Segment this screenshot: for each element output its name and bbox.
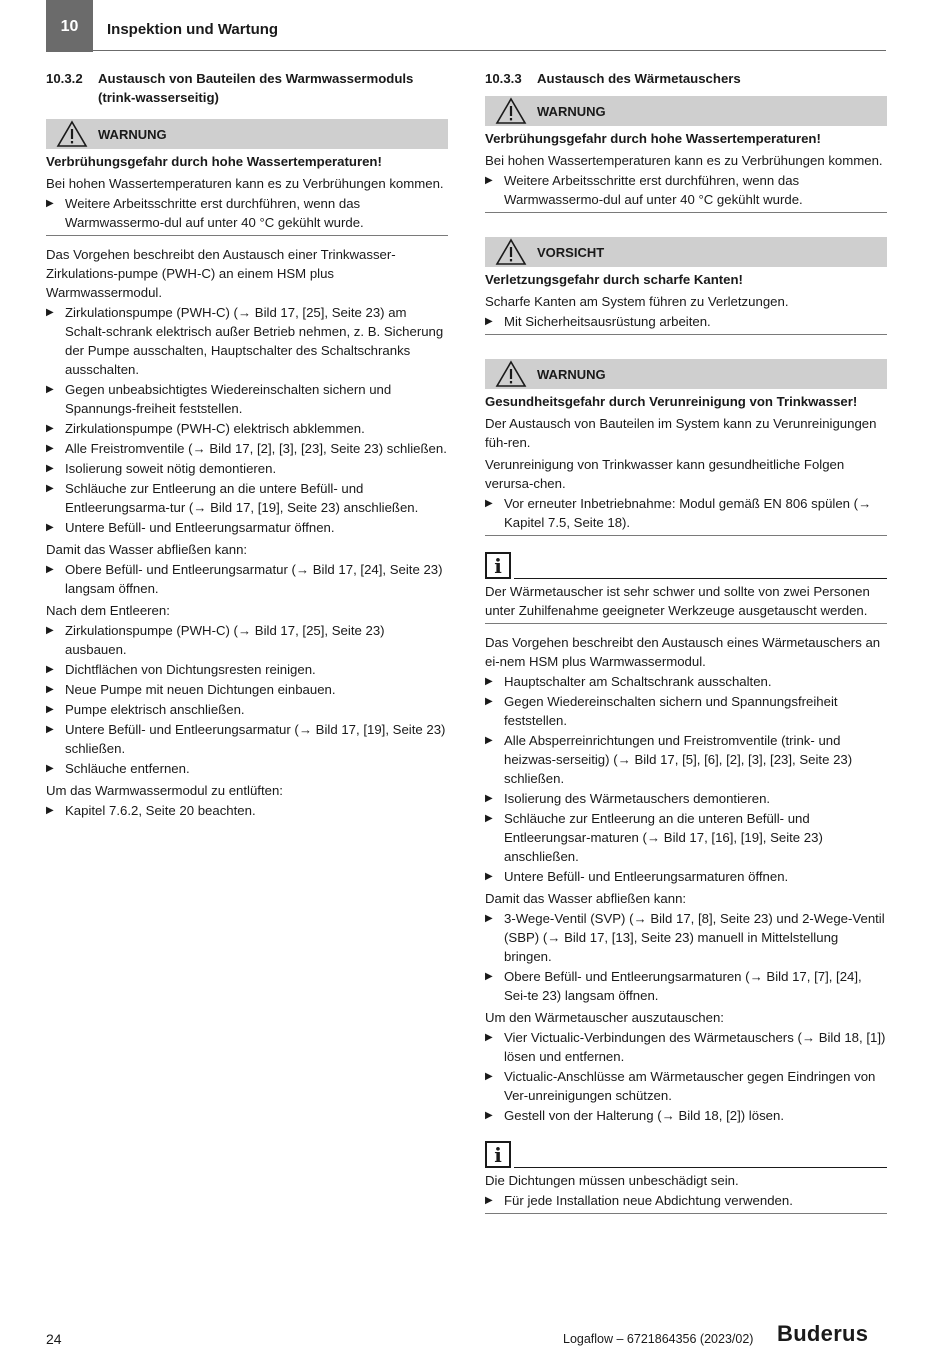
bullet-arrow-icon: ▶ — [46, 443, 54, 454]
bullet-arrow-icon: ▶ — [485, 793, 493, 804]
list-item: ▶ Schläuche zur Entleerung an die unteren Befüll- und Entleerungsar-maturen (→ Bild 17, [16], [19], Seite 23) anschließen. — [485, 811, 823, 864]
bullet-arrow-icon: ▶ — [46, 704, 54, 715]
info-rule — [514, 578, 887, 579]
header-rule — [93, 50, 886, 51]
info-text: Die Dichtungen müssen unbeschädigt sein. — [485, 1173, 739, 1188]
info-block — [485, 552, 887, 624]
warning-label: WARNUNG — [537, 103, 606, 119]
bullet-arrow-icon: ▶ — [46, 805, 54, 816]
section-title: Austausch des Wärmetauschers — [537, 71, 741, 86]
section-title: Austausch von Bauteilen des Warmwassermoduls (trink-wasserseitig) — [98, 71, 414, 105]
list-item: ▶ Untere Befüll- und Entleerungsarmatur öffnen. — [46, 520, 335, 535]
warning-label: WARNUNG — [537, 366, 606, 382]
bullet-arrow-icon: ▶ — [46, 384, 54, 395]
warning-block — [485, 359, 887, 536]
step-label: Um das Warmwassermodul zu entlüften: — [46, 783, 283, 798]
intro-paragraph: Das Vorgehen beschreibt den Austausch einer Trinkwasser-Zirkulations-pumpe (PWH-C) an einem HSM plus Warmwassermodul. — [46, 247, 396, 300]
list-item: ▶ Gestell von der Halterung (→ Bild 18, [2]) lösen. — [485, 1108, 785, 1123]
warning-bar — [485, 96, 887, 126]
caution-block — [485, 237, 887, 335]
step-label: Damit das Wasser abfließen kann: — [485, 891, 687, 906]
warning-triangle-icon — [495, 360, 527, 388]
bullet-arrow-icon: ▶ — [46, 423, 54, 434]
list-item: ▶ Obere Befüll- und Entleerungsarmaturen (→ Bild 17, [7], [24], Sei-te 23) langsam öffnen. — [485, 969, 862, 1003]
list-item: ▶ Pumpe elektrisch anschließen. — [46, 702, 245, 717]
list-item: ▶ Für jede Installation neue Abdichtung verwenden. — [485, 1193, 793, 1208]
warning-label: WARNUNG — [98, 126, 167, 142]
list-item: ▶ Obere Befüll- und Entleerungsarmatur (→ Bild 17, [24], Seite 23) langsam öffnen. — [46, 562, 443, 596]
info-rule — [514, 1167, 887, 1168]
list-item: ▶ Untere Befüll- und Entleerungsarmatur (→ Bild 17, [19], Seite 23) schließen. — [46, 722, 446, 756]
list-item: ▶ Vor erneuter Inbetriebnahme: Modul gemäß EN 806 spülen (→ Kapitel 7.5, Seite 18). — [485, 496, 872, 530]
bullet-arrow-icon: ▶ — [485, 498, 493, 509]
left-column — [46, 69, 448, 820]
caution-subtitle: Verletzungsgefahr durch scharfe Kanten! — [485, 272, 743, 287]
list-item: ▶ Isolierung des Wärmetauschers demontieren. — [485, 791, 771, 806]
info-header — [485, 1141, 887, 1168]
list-item: ▶ Vier Victualic-Verbindungen des Wärmetauschers (→ Bild 18, [1]) lösen und entfernen. — [485, 1030, 886, 1064]
info-icon: i — [485, 552, 511, 579]
info-block — [485, 1141, 887, 1214]
section-number: 10.3.3 — [485, 71, 522, 86]
warning-triangle-icon — [495, 238, 527, 266]
brand-logo: Buderus — [777, 1321, 869, 1346]
bullet-arrow-icon: ▶ — [46, 483, 54, 494]
list-item: ▶ Hauptschalter am Schaltschrank ausschalten. — [485, 674, 772, 689]
bullet-arrow-icon: ▶ — [485, 1071, 493, 1082]
warning-triangle-icon — [495, 97, 527, 125]
info-icon: i — [485, 1141, 511, 1168]
section-number: 10.3.2 — [46, 71, 83, 86]
info-header — [485, 552, 887, 579]
list-item: ▶ Untere Befüll- und Entleerungsarmaturen öffnen. — [485, 869, 789, 884]
step-label: Nach dem Entleeren: — [46, 603, 170, 618]
list-item: ▶ Kapitel 7.6.2, Seite 20 beachten. — [46, 803, 256, 818]
warning-text: Der Austausch von Bauteilen im System kann zu Verunreinigungen füh-ren. — [485, 416, 877, 450]
warning-text: Verunreinigung von Trinkwasser kann gesundheitliche Folgen verursa-chen. — [485, 457, 845, 491]
bullet-arrow-icon: ▶ — [46, 625, 54, 636]
list-item: ▶ Alle Absperreinrichtungen und Freistromventile (trink- und heizwas-serseitig) (→ Bild 17, [5], [6], [2], [3], [23], Seite 23) schließen. — [485, 733, 853, 786]
step-label: Damit das Wasser abfließen kann: — [46, 542, 248, 557]
list-item: ▶ Dichtflächen von Dichtungsresten reinigen. — [46, 662, 316, 677]
list-item: ▶ Zirkulationspumpe (PWH-C) elektrisch abklemmen. — [46, 421, 365, 436]
list-item: ▶ Neue Pumpe mit neuen Dichtungen einbauen. — [46, 682, 336, 697]
list-item: ▶ Schläuche entfernen. — [46, 761, 190, 776]
caution-text: Scharfe Kanten am System führen zu Verletzungen. — [485, 294, 789, 309]
bullet-arrow-icon: ▶ — [485, 1032, 493, 1043]
section-heading — [46, 69, 448, 107]
caution-bar — [485, 237, 887, 267]
bullet-arrow-icon: ▶ — [46, 684, 54, 695]
list-item: ▶ Zirkulationspumpe (PWH-C) (→ Bild 17, [25], Seite 23) am Schalt-schrank elektrisch außer Betrieb nehmen, z. B. Sicherung der Pumpe ausschalten, Hauptschalter des Schaltschranks ausschalten. — [46, 305, 444, 377]
bullet-arrow-icon: ▶ — [46, 522, 54, 533]
page-header-title: Inspektion und Wartung — [107, 21, 279, 38]
warning-block — [485, 96, 887, 213]
bullet-arrow-icon: ▶ — [485, 676, 493, 687]
bullet-arrow-icon: ▶ — [46, 198, 54, 209]
bullet-arrow-icon: ▶ — [46, 724, 54, 735]
intro-paragraph: Das Vorgehen beschreibt den Austausch eines Wärmetauschers an ei-nem HSM plus Warmwassermodul. — [485, 635, 881, 669]
list-item: ▶ Weitere Arbeitsschritte erst durchführen, wenn das Warmwassermo-dul auf unter 40 °C gekühlt wurde. — [46, 196, 364, 230]
list-item: ▶ Victualic-Anschlüsse am Wärmetauscher gegen Eindringen von Ver-unreinigungen schützen. — [485, 1069, 876, 1103]
bullet-arrow-icon: ▶ — [485, 316, 493, 327]
list-item: ▶ Alle Freistromventile (→ Bild 17, [2], [3], [23], Seite 23) schließen. — [46, 441, 447, 456]
info-text: Der Wärmetauscher ist sehr schwer und sollte von zwei Personen unter Zuhilfenahme geeigneter Werkzeuge ausgetauscht werden. — [485, 584, 870, 618]
right-column — [485, 69, 887, 1214]
step-label: Um den Wärmetauscher auszutauschen: — [485, 1010, 724, 1025]
bullet-arrow-icon: ▶ — [485, 871, 493, 882]
bullet-arrow-icon: ▶ — [485, 735, 493, 746]
warning-subtitle: Gesundheitsgefahr durch Verunreinigung von Trinkwasser! — [485, 394, 858, 409]
bullet-arrow-icon: ▶ — [485, 813, 493, 824]
bullet-arrow-icon: ▶ — [46, 763, 54, 774]
list-item: ▶ Zirkulationspumpe (PWH-C) (→ Bild 17, [25], Seite 23) ausbauen. — [46, 623, 385, 657]
bullet-arrow-icon: ▶ — [485, 1195, 493, 1206]
caution-label: VORSICHT — [537, 244, 605, 260]
bullet-arrow-icon: ▶ — [485, 1110, 493, 1121]
bullet-arrow-icon: ▶ — [485, 971, 493, 982]
bullet-arrow-icon: ▶ — [485, 175, 493, 186]
bullet-arrow-icon: ▶ — [485, 696, 493, 707]
bullet-arrow-icon: ▶ — [46, 664, 54, 675]
list-item: ▶ 3-Wege-Ventil (SVP) (→ Bild 17, [8], Seite 23) und 2-Wege-Ventil (SBP) (→ Bild 17, [13], Seite 23) manuell in Mittelstellung bringen. — [485, 911, 885, 964]
list-item: ▶ Isolierung soweit nötig demontieren. — [46, 461, 277, 476]
bullet-arrow-icon: ▶ — [46, 463, 54, 474]
warning-subtitle: Verbrühungsgefahr durch hohe Wassertemperaturen! — [485, 131, 821, 146]
warning-subtitle: Verbrühungsgefahr durch hohe Wassertemperaturen! — [46, 154, 382, 169]
warning-text: Bei hohen Wassertemperaturen kann es zu Verbrühungen kommen. — [46, 176, 444, 191]
warning-block — [46, 119, 448, 236]
list-item: ▶ Gegen Wiedereinschalten sichern und Spannungsfreiheit feststellen. — [485, 694, 838, 728]
section-heading — [485, 69, 887, 88]
bullet-arrow-icon: ▶ — [485, 913, 493, 924]
bullet-arrow-icon: ▶ — [46, 564, 54, 575]
page-number: 24 — [46, 1331, 62, 1347]
chapter-number: 10 — [46, 0, 93, 52]
list-item: ▶ Gegen unbeabsichtigtes Wiedereinschalten sichern und Spannungs-freiheit feststellen. — [46, 382, 392, 416]
list-item: ▶ Weitere Arbeitsschritte erst durchführen, wenn das Warmwassermo-dul auf unter 40 °C gekühlt wurde. — [485, 173, 803, 207]
warning-text: Bei hohen Wassertemperaturen kann es zu Verbrühungen kommen. — [485, 153, 883, 168]
warning-triangle-icon — [56, 120, 88, 148]
list-item: ▶ Mit Sicherheitsausrüstung arbeiten. — [485, 314, 711, 329]
list-item: ▶ Schläuche zur Entleerung an die untere Befüll- und Entleerungsarma-tur (→ Bild 17, [19], Seite 23) anschließen. — [46, 481, 419, 515]
warning-bar — [485, 359, 887, 389]
document-reference: Logaflow – 6721864356 (2023/02) — [563, 1332, 754, 1346]
warning-bar — [46, 119, 448, 149]
bullet-arrow-icon: ▶ — [46, 307, 54, 318]
